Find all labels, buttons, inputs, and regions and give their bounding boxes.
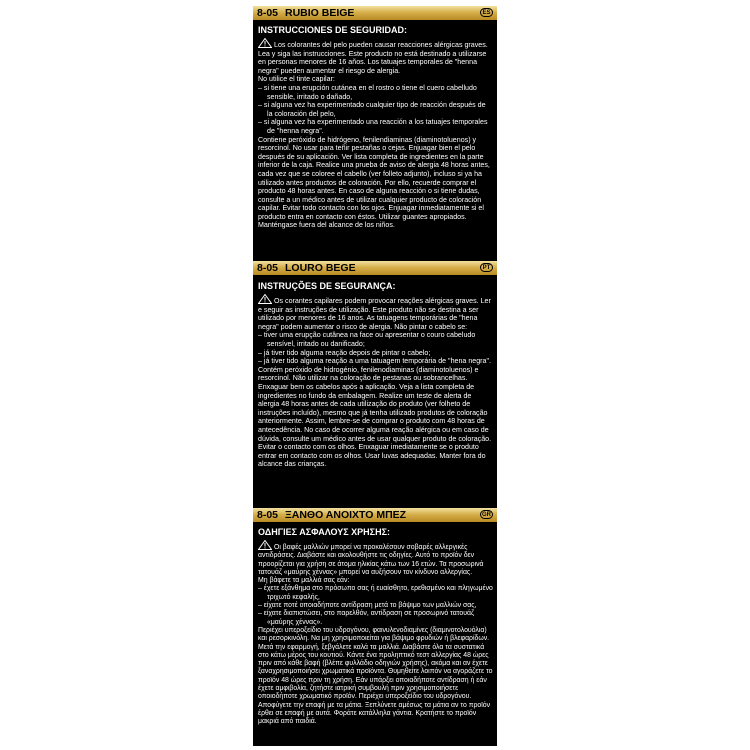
section-header xyxy=(253,6,497,20)
intro-paragraph xyxy=(258,294,493,331)
shade-name: LOURO BEGE xyxy=(285,262,356,274)
bullet-item: – si alguna vez ha experimentado una reacción a los tatuajes temporales de "henna negra". xyxy=(258,118,488,135)
bullet-item: – já tiver tido alguma reação a uma tatuagem temporária de "hena negra". xyxy=(258,357,491,366)
warning-triangle-icon xyxy=(258,294,272,304)
warning-triangle-icon xyxy=(258,540,272,550)
lead-text: Μη βάφετε τα μαλλιά σας εάν: xyxy=(258,577,350,585)
safety-text xyxy=(258,38,493,230)
language-badge: GR xyxy=(482,512,491,518)
shade-code: 8-05 xyxy=(257,7,279,19)
intro-text: Os corantes capilares podem provocar reações alérgicas graves. Ler e seguir as instruções de utilização. Este produto não se destina a ser utilizado por menores de 16 anos. As tatuagens temporárias de "hena negra" podem aumentar o risco de alergia. Não pintar o cabelo se: xyxy=(258,297,491,331)
bullet-item: – já tiver tido alguma reação depois de pintar o cabelo; xyxy=(258,348,431,357)
section-header xyxy=(253,508,497,522)
intro-text: Los colorantes del pelo pueden causar reacciones alérgicas graves. Lea y siga las instrucciones. Este producto no está destinado a utilizarse en personas menores de 16 años. Los tatuajes temporales de "henna negra" pueden aumentar el riesgo de alergia. xyxy=(258,41,488,75)
section-es xyxy=(253,6,497,261)
warnings-paragraph: Contiene peróxido de hidrógeno, fenilendiaminas (diaminotoluenos) y resorcinol. No usar para teñir pestañas o cejas. Enjuagar bien el pelo después de su aplicación. Ver lista completa de ingredientes en la parte inferior de la caja. Realice una prueba de aviso de alergia 48 horas antes, cada vez que se coloree el cabello (ver folleto adjunto), incluso si ya ha utilizado antes productos de coloración. Por ello, recuerde comprar el producto 48 horas antes. En caso de alguna reacción o si tiene dudas, consulte a un médico antes de utilizar cualquier producto de coloración capilar. Evitar todo contacto con los ojos. Enjuagar inmediatamente si el producto entra en contacto con éstos. Utilizar guantes apropiados. Manténgase fuera del alcance de los niños. xyxy=(258,135,490,230)
label-strip xyxy=(253,6,497,746)
warnings-paragraph: Contém peróxido de hidrogénio, fenilenodiaminas (diaminotoluenos) e resorcinol. Não utilizar na coloração de pestanas ou sobrancelhas. Enxaguar bem os cabelos após a aplicação. Veja a lista completa de ingredientes no fundo da embalagem. Realize um teste de alerta de alergia 48 horas antes de cada utilização do produto (ver folheto de instruções incluído), mesmo que já tenha utilizado produtos de coloração anteriormente. Assim, lembre-se de comprar o produto com 48 horas de antecedência. No caso de ocorrer alguma reação alérgica ou em caso de dúvida, consulte um médico antes de usar qualquer produto de coloração. Evitar o contacto com os olhos. Enxaguar imediatamente se o produto entrar em contacto com os olhos. Usar luvas adequadas. Manter fora do alcance das crianças. xyxy=(258,365,492,469)
shade-name: ΞΑΝΘΟ ΑΝΟΙΧΤΟ ΜΠΕΖ xyxy=(285,509,407,521)
bullet-item: – tiver uma erupção cutânea na face ou apresentar o couro cabeludo sensível, irritado ou danificado; xyxy=(258,331,476,348)
bullet-item: – είχατε διαπιστώσει, στο παρελθόν, αντίδραση σε προσωρινό τατουάζ «μαύρης χέννας». xyxy=(258,610,474,626)
safety-heading: INSTRUCCIONES DE SEGURIDAD: xyxy=(258,25,408,35)
lead-text: No utilice el tinte capilar: xyxy=(258,75,335,84)
safety-heading: INSTRUÇÕES DE SEGURANÇA: xyxy=(258,281,396,291)
section-header xyxy=(253,261,497,275)
warnings-paragraph: Περιέχει υπεροξείδιο του υδρογόνου, φαινυλενοδιαμίνες (διαμινοτολουόλια) και ρεσορκινόλη. Να μη χρησιμοποιείται για βάψιμο φρυδιών ή βλεφαρίδων. Μετά την εφαρμογή, ξεβγάλετε καλά τα μαλλιά. Διαβάστε όλα τα συστατικά στο κάτω μέρος του κουτιού. Κάντε ένα προληπτικό τεστ αλλεργίας 48 ώρες πριν από κάθε βαφή (βλέπε φυλλάδιο οδηγιών χρήσης), ακόμα και αν έχετε ξαναχρησιμοποιήσει χρωματικά προϊόντα. Θυμηθείτε λοιπόν να αγοράζετε το προϊόν 48 ώρες πριν τη χρήση. Εάν υπάρξει οποιαδήποτε αντίδραση ή εάν έχετε αμφιβολία, ζητήστε ιατρική συμβουλή πριν χρησιμοποιήσετε οποιοδήποτε χρωματικό προϊόν. Περιέχει υπεροξείδιο του υδρογόνου. Αποφύγετε την επαφή με τα μάτια. Ξεπλύνετε αμέσως τα μάτια αν το προϊόν έρθει σε επαφή με αυτά. Φοράτε κατάλληλα γάντια. Κρατήστε το προϊόν μακριά από παιδιά. xyxy=(258,626,493,726)
safety-text xyxy=(258,294,493,469)
shade-code: 8-05 xyxy=(257,262,279,274)
shade-code: 8-05 xyxy=(257,509,279,521)
language-badge: PT xyxy=(480,263,493,272)
section-pt xyxy=(253,261,497,508)
bullet-item: – si alguna vez ha experimentado cualquier tipo de reacción después de la coloración del pelo, xyxy=(258,101,486,118)
intro-paragraph xyxy=(258,38,493,75)
intro-paragraph xyxy=(258,540,493,577)
shade-name: RUBIO BEIGE xyxy=(285,7,355,19)
bullet-item: – έχετε εξάνθημα στο πρόσωπο σας ή ευαίσθητο, ερεθισμένο και πληγωμένο τριχωτό κεφαλής, xyxy=(258,585,493,601)
safety-heading: ΟΔΗΓΙΕΣ ΑΣΦΑΛΟΥΣ ΧΡΗΣΗΣ: xyxy=(258,527,390,537)
safety-text xyxy=(258,540,493,727)
language-badge: ES xyxy=(480,8,493,17)
bullet-item: – si tiene una erupción cutánea en el rostro o tiene el cuero cabelludo sensible, irritado o dañado, xyxy=(258,83,477,101)
section-gr xyxy=(253,508,497,746)
bullet-item: – είχατε ποτέ οποιαδήποτε αντίδραση μετά το βάψιμο των μαλλιών σας, xyxy=(258,602,477,610)
warning-triangle-icon xyxy=(258,38,272,48)
intro-text: Οι βαφές μαλλιών μπορεί να προκαλέσουν σοβαρές αλλεργικές αντιδράσεις. Διαβάστε και ακολουθήστε τις οδηγίες. Αυτό το προϊόν δεν προορίζεται για χρήση σε άτομα ηλικίας κάτω των 16 ετών. Τα προσωρινά τατουάζ «μαύρης χέννας» μπορεί να αυξήσουν τον κίνδυνο αλλεργίας. xyxy=(258,544,484,576)
